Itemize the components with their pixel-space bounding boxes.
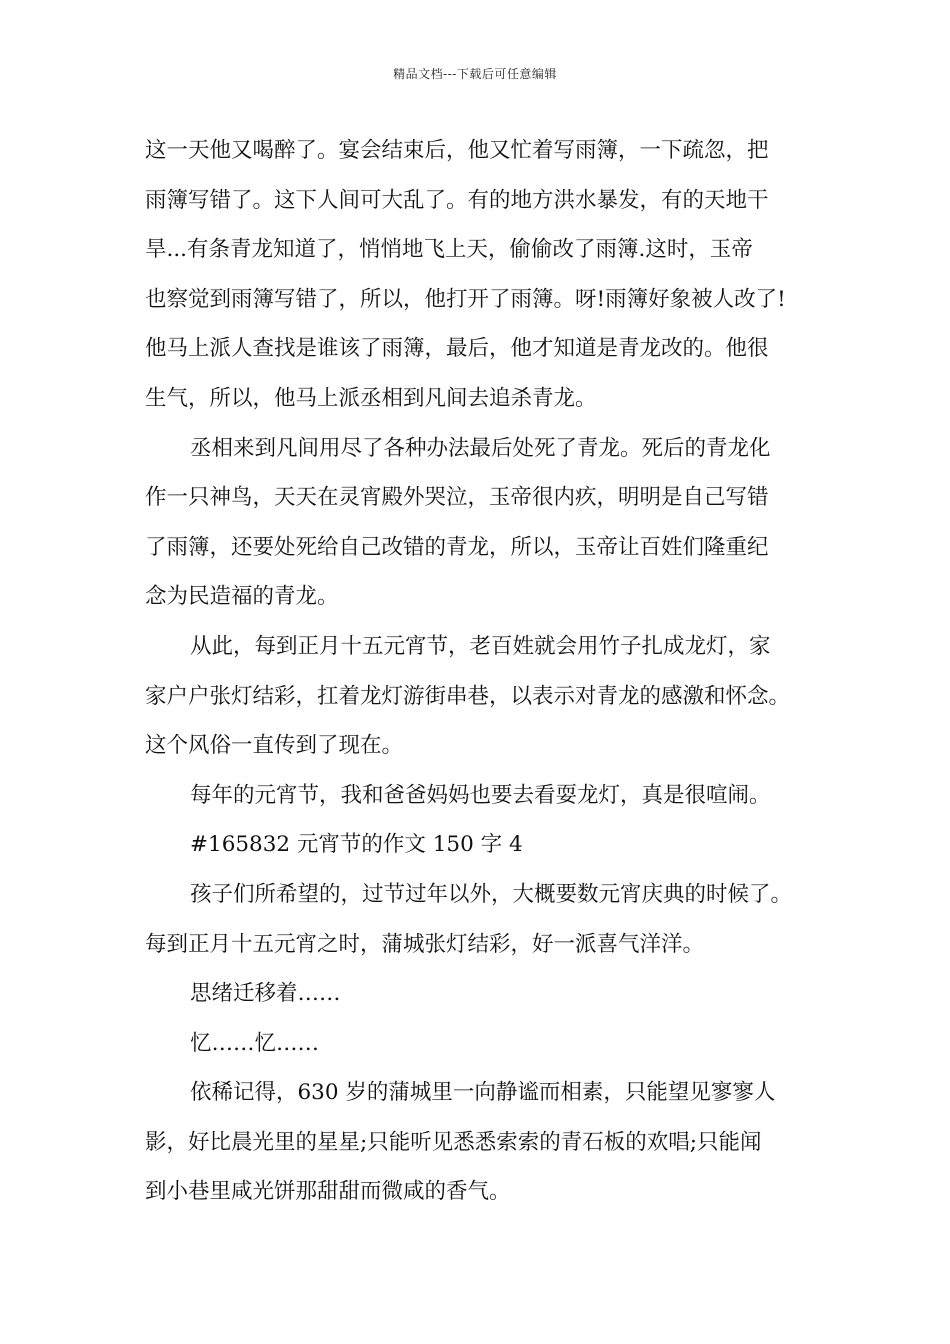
page-header: 精品文档---下载后可任意编辑 (393, 67, 557, 81)
text-line: 念为民造福的青龙。 (145, 584, 339, 610)
text-line: 每年的元宵节，我和爸爸妈妈也要去看耍龙灯，真是很喧闹。 (190, 782, 771, 808)
text-line: 到小巷里咸光饼那甜甜而微咸的香气。 (145, 1179, 511, 1205)
text-line: 这个风俗一直传到了现在。 (145, 733, 404, 759)
text-line: 旱...有条青龙知道了，悄悄地飞上天，偷偷改了雨簿.这时，玉帝 (145, 237, 753, 263)
text-line: 作一只神鸟，天天在灵宵殿外哭泣，玉帝很内疚，明明是自己写错 (145, 485, 769, 511)
text-line: 思绪迁移着…… (190, 981, 341, 1007)
text-line: 丞相来到凡间用尽了各种办法最后处死了青龙。死后的青龙化 (190, 435, 771, 461)
text-line: 从此，每到正月十五元宵节，老百姓就会用竹子扎成龙灯，家 (190, 633, 771, 659)
text-line: 孩子们所希望的，过节过年以外，大概要数元宵庆典的时候了。 (190, 881, 793, 907)
text-line: 依稀记得，630 岁的蒲城里一向静谧而相素，只能望见寥寥人 (190, 1080, 776, 1106)
section-heading: #165832 元宵节的作文 150 字 4 (190, 832, 523, 858)
text-line: 也察觉到雨簿写错了，所以，他打开了雨簿。呀!雨簿好象被人改了! (145, 286, 786, 312)
text-line: 雨簿写错了。这下人间可大乱了。有的地方洪水暴发，有的天地干 (145, 187, 769, 213)
text-line: 生气，所以，他马上派丞相到凡间去追杀青龙。 (145, 385, 597, 411)
text-line: 影，好比晨光里的星星;只能听见悉悉索索的青石板的欢唱;只能闻 (145, 1129, 762, 1155)
text-line: 他马上派人查找是谁该了雨簿，最后，他才知道是青龙改的。他很 (145, 336, 769, 362)
text-line: 家户户张灯结彩，扛着龙灯游街串巷，以表示对青龙的感激和怀念。 (145, 683, 791, 709)
document-body (145, 126, 825, 1217)
text-line: 忆……忆…… (190, 1030, 320, 1056)
text-line: 这一天他又喝醉了。宴会结束后，他又忙着写雨簿，一下疏忽，把 (145, 138, 769, 163)
text-line: 了雨簿，还要处死给自己改错的青龙，所以，玉帝让百姓们隆重纪 (145, 534, 769, 560)
text-line: 每到正月十五元宵之时，蒲城张灯结彩，好一派喜气洋洋。 (145, 931, 705, 957)
